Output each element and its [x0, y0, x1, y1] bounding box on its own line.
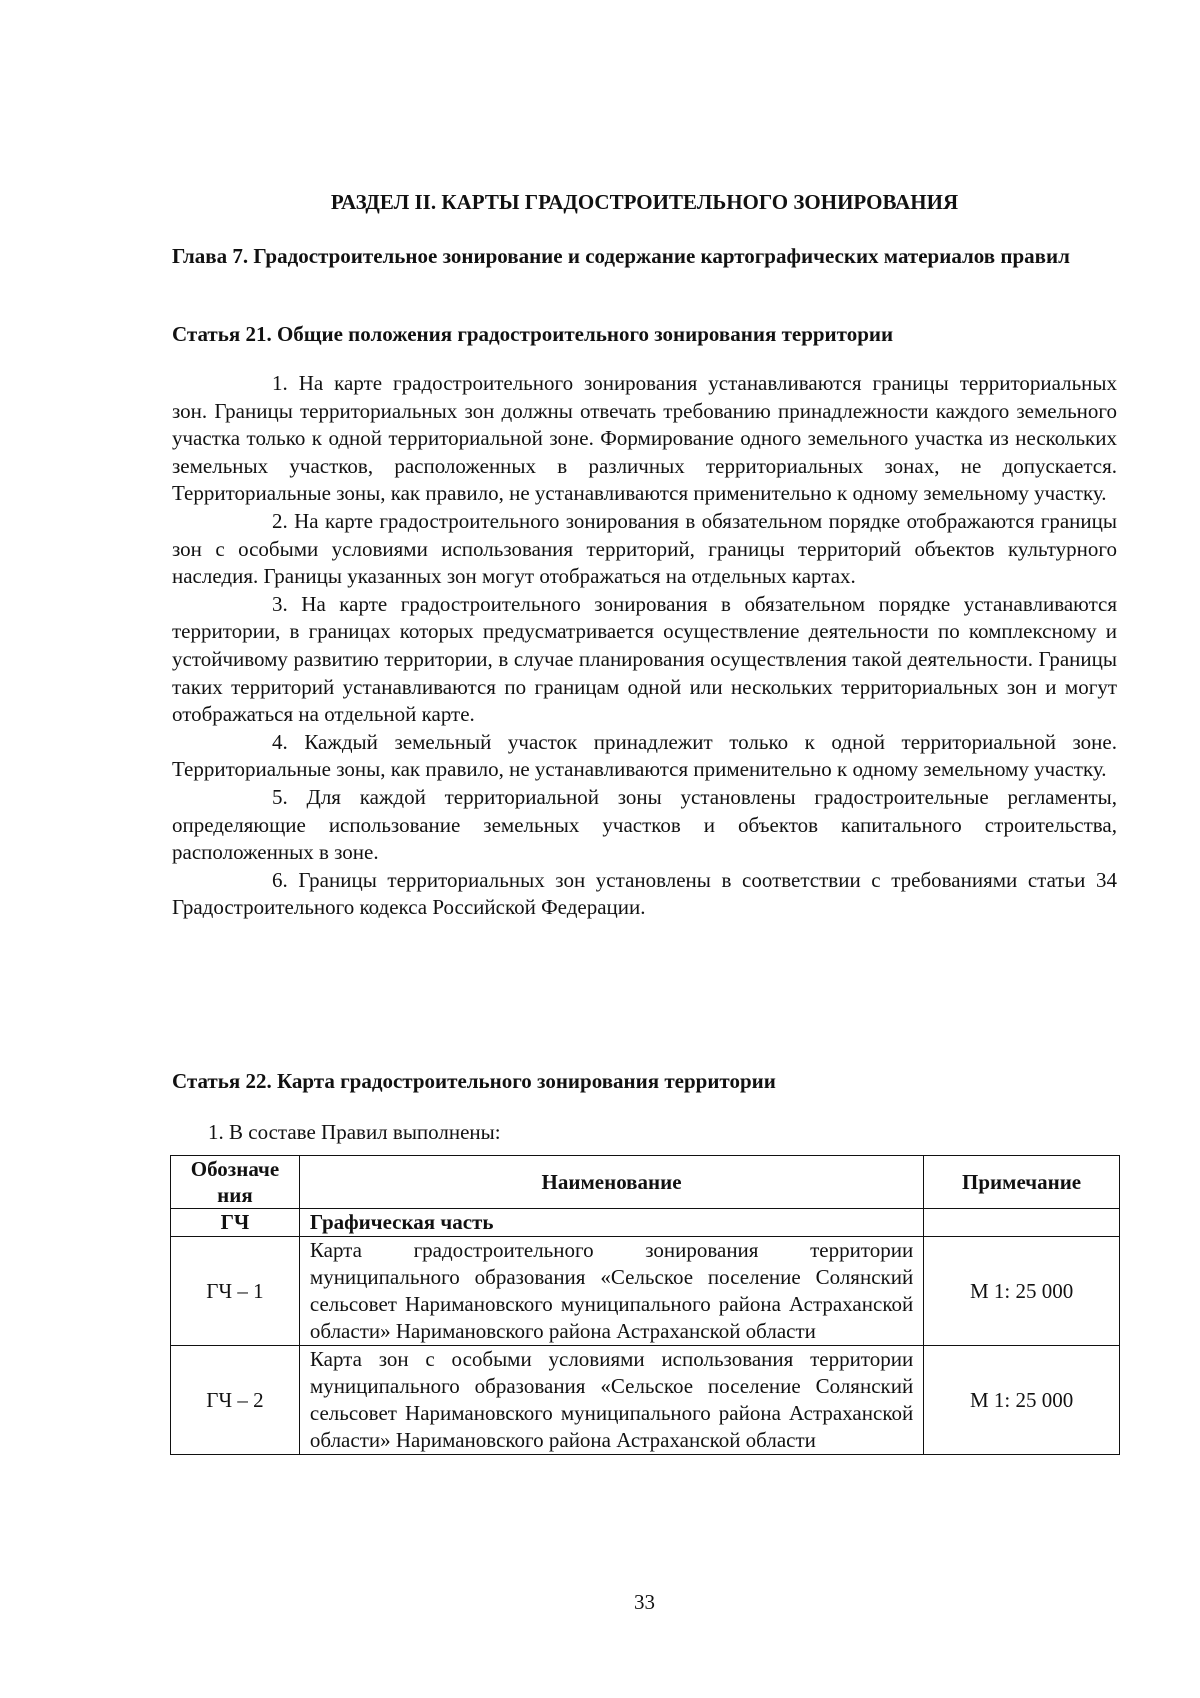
row-code: ГЧ – 2 [171, 1346, 300, 1455]
row-code: ГЧ – 1 [171, 1237, 300, 1346]
article-21-paragraph-1: 1. На карте градостроительного зонирования устанавливаются границы территориальных зон. Границы территориальных зон должны отвечать требованию принадлежности каждого земельного участка только к одной территориальной зоне. Формирование одного земельного участка из нескольких земельных участков, расположенных в различных территориальных зонах, не допускается. Территориальные зоны, как правило, не устанавливаются применительно к одному земельному участку. [172, 371, 1117, 506]
article-22-title: Статья 22. Карта градостроительного зонирования территории [172, 1069, 776, 1093]
page-number: 33 [634, 1590, 655, 1614]
materials-table [170, 1155, 1120, 1455]
section-title: РАЗДЕЛ II. КАРТЫ ГРАДОСТРОИТЕЛЬНОГО ЗОНИРОВАНИЯ [330, 190, 959, 214]
table-row [171, 1346, 1120, 1455]
table-group-row [171, 1209, 1120, 1237]
row-name: Карта зон с особыми условиями использования территории муниципального образования «Сельское поселение Солянский сельсовет Наримановского муниципального района Астраханской области» Наримановского района Астраханской области [299, 1346, 923, 1455]
article-21-paragraph-3: 3. На карте градостроительного зонирования в обязательном порядке устанавливаются территории, в границах которых предусматривается осуществление деятельности по комплексному и устойчивому развитию территории, в случае планирования осуществления такой деятельности. Границы таких территорий устанавливаются по границам одной или нескольких территориальных зон и могут отображаться на отдельной карте. [172, 591, 1117, 727]
row-note: М 1: 25 000 [924, 1237, 1120, 1346]
article-21-paragraph-4: 4. Каждый земельный участок принадлежит только к одной территориальной зоне. Территориальные зоны, как правило, не устанавливаются применительно к одному земельному участку. [172, 729, 1117, 782]
article-21-paragraph-6: 6. Границы территориальных зон установлены в соответствии с требованиями статьи 34 Градостроительного кодекса Российской Федерации. [172, 867, 1117, 920]
header-code: Обозначе ния [171, 1156, 300, 1209]
article-22-list-intro: 1. В составе Правил выполнены: [208, 1120, 501, 1144]
article-21-paragraph-2: 2. На карте градостроительного зонирования в обязательном порядке отображаются границы зон с особыми условиями использования территорий, границы территорий объектов культурного наследия. Границы указанных зон могут отображаться на отдельных картах. [172, 508, 1117, 589]
article-21-body [172, 370, 1117, 922]
header-note: Примечание [924, 1156, 1120, 1209]
group-note [924, 1209, 1120, 1237]
article-21-paragraph-5: 5. Для каждой территориальной зоны установлены градостроительные регламенты, определяющие использование земельных участков и объектов капитального строительства, расположенных в зоне. [172, 784, 1117, 865]
row-note: М 1: 25 000 [924, 1346, 1120, 1455]
chapter-title: Глава 7. Градостроительное зонирование и содержание картографических материалов правил [172, 244, 1070, 268]
group-name: Графическая часть [299, 1209, 923, 1237]
header-name: Наименование [299, 1156, 923, 1209]
article-21-title: Статья 21. Общие положения градостроительного зонирования территории [172, 322, 894, 346]
table-header-row [171, 1156, 1120, 1209]
group-code: ГЧ [171, 1209, 300, 1237]
table-row [171, 1237, 1120, 1346]
row-name: Карта градостроительного зонирования территории муниципального образования «Сельское поселение Солянский сельсовет Наримановского муниципального района Астраханской области» Наримановского района Астраханской области [299, 1237, 923, 1346]
